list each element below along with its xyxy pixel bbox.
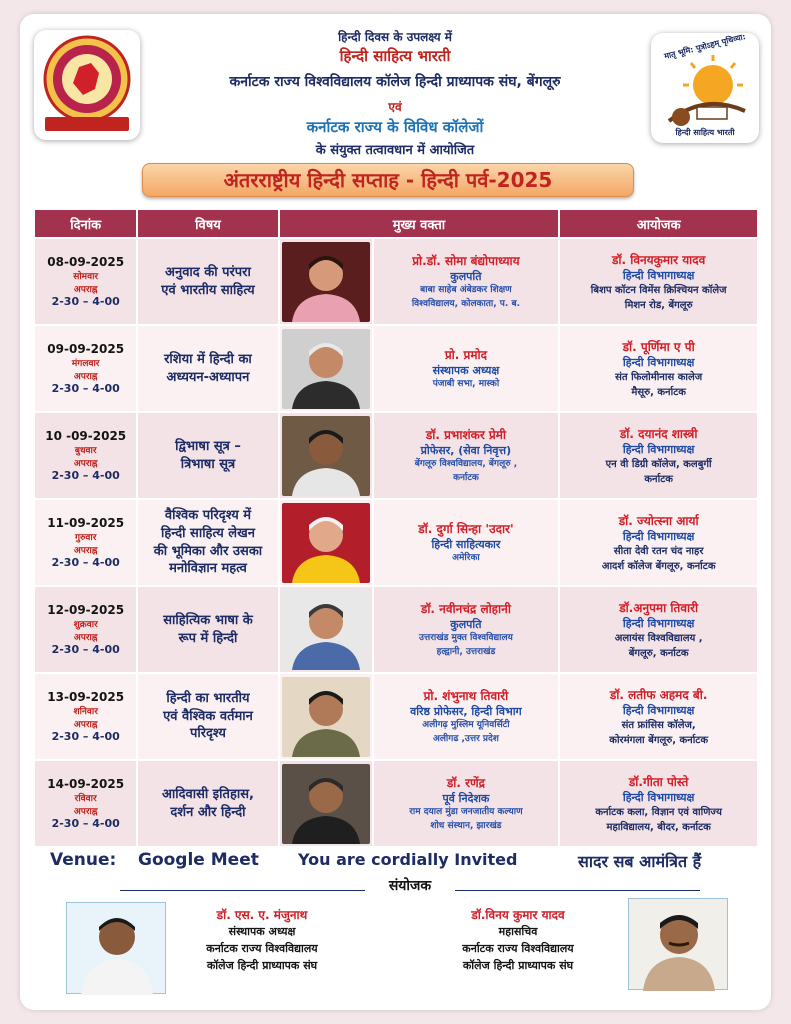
speaker-affiliation: हल्द्वानी, उत्तराखंड [436, 646, 496, 657]
organizer-institution: आदर्श कॉलेज बेंगलूरु, कर्नाटक [601, 560, 716, 572]
speaker-name: प्रो. शंभुनाथ तिवारी [423, 689, 509, 703]
event-time-label: अपराह्न [73, 546, 98, 556]
organizer-institution: कर्नाटक [644, 473, 673, 485]
convener-right-name: डॉ.विनय कुमार यादव [471, 908, 565, 922]
event-date: 10 -09-2025 [45, 429, 127, 443]
convener-right-photo [628, 898, 728, 990]
speaker-name: प्रो.डॉ. सोमा बंद्योपाध्याय [412, 254, 520, 268]
speaker-photo [282, 329, 370, 409]
organizer-cell [560, 239, 757, 324]
speaker-cell [374, 239, 559, 324]
speaker-photo-cell [280, 761, 372, 846]
organizer-name: डॉ. ज्योत्स्ना आर्या [618, 513, 699, 528]
speaker-name: डॉ. नवीनचंद्र लोहानी [420, 602, 511, 616]
speaker-designation: कुलपति [450, 270, 482, 283]
convener-left-block [168, 906, 356, 974]
convener-left-photo [66, 902, 166, 994]
event-day: बुधवार [74, 446, 97, 456]
convener-label: संयोजक [388, 878, 432, 894]
organizer-designation: हिन्दी विभागाध्यक्ष [622, 268, 695, 282]
logo-motto: मातृ भूमि: पुत्रोऽहम् पृथिव्या: [663, 32, 747, 61]
speaker-affiliation: बाबा साहेब अंबेडकर शिक्षण [420, 285, 512, 295]
schedule-table [33, 208, 759, 848]
event-time: 2-30 – 4-00 [51, 469, 120, 482]
topic-line: रशिया में हिन्दी का [164, 351, 252, 367]
speaker-designation: प्रोफेसर, (सेवा निवृत्त) [420, 444, 512, 457]
topic-line: एवं भारतीय साहित्य [161, 282, 255, 298]
date-cell [35, 500, 136, 585]
organizer-cell [560, 674, 757, 759]
organizer-institution: अलायंस विश्वविद्यालय , [614, 632, 703, 644]
organizer-name: डॉ. विनयकुमार यादव [611, 252, 706, 267]
event-time-label: अपराह्न [73, 372, 98, 382]
topic-line: की भूमिका और उसका [153, 543, 263, 559]
event-time: 2-30 – 4-00 [51, 382, 120, 395]
col-header-organizer: आयोजक [560, 210, 757, 237]
speaker-name: डॉ. रणेंद्र [446, 776, 486, 790]
event-time-label: अपराह्न [73, 720, 98, 730]
convener-divider [120, 876, 700, 896]
organizer-designation: हिन्दी विभागाध्यक्ष [622, 529, 695, 543]
speaker-photo [282, 242, 370, 322]
speaker-affiliation: कर्नाटक [453, 472, 479, 483]
speaker-designation: कुलपति [450, 618, 482, 631]
organizer-cell [560, 587, 757, 672]
speaker-name: डॉ. दुर्गा सिन्हा 'उदार' [418, 521, 514, 536]
speaker-cell [374, 674, 559, 759]
speaker-photo [282, 764, 370, 844]
organizer-name: डॉ.अनुपमा तिवारी [619, 600, 699, 615]
speaker-photo [282, 590, 370, 670]
speaker-photo-cell [280, 587, 372, 672]
organizer-name: डॉ. दयानंद शास्त्री [619, 426, 698, 441]
event-time: 2-30 – 4-00 [51, 730, 120, 743]
speaker-photo-cell [280, 326, 372, 411]
speaker-designation: संस्थापक अध्यक्ष [432, 363, 500, 377]
organizer-institution: महाविद्यालय, बीदर, कर्नाटक [606, 821, 711, 833]
date-cell [35, 761, 136, 846]
organizer-name: डॉ. लतीफ अहमद बी. [609, 687, 708, 702]
date-cell [35, 239, 136, 324]
col-header-topic: विषय [138, 210, 277, 237]
organizer-cell [560, 413, 757, 498]
organizer-designation: हिन्दी विभागाध्यक्ष [622, 616, 695, 630]
organizer-name: डॉ. पूर्णिमा ए पी [622, 339, 695, 354]
right-sahitya-bharti-logo [651, 33, 759, 143]
header-colleges: कर्नाटक राज्य के विविध कॉलेजों [306, 118, 484, 136]
event-date: 14-09-2025 [47, 777, 125, 791]
speaker-name: प्रो. प्रमोद [444, 347, 488, 362]
topic-line: अध्ययन-अध्यापन [166, 369, 250, 385]
speaker-affiliation: अलीगढ ,उत्तर प्रदेश [432, 733, 499, 744]
speaker-affiliation: उत्तराखंड मुक्त विश्वविद्यालय [419, 633, 513, 643]
organizer-institution: बेंगलूरु, कर्नाटक [628, 647, 689, 659]
organizer-institution: एन वी डिग्री कॉलेज, कलबुर्गी [605, 458, 712, 470]
organizer-designation: हिन्दी विभागाध्यक्ष [622, 703, 695, 717]
logo-caption: हिन्दी साहित्य भारती [675, 128, 735, 137]
topic-cell [138, 500, 277, 585]
event-title-banner: अंतरराष्ट्रीय हिन्दी सप्ताह - हिन्दी पर्व-2025 [142, 163, 634, 197]
speaker-photo-cell [280, 239, 372, 324]
topic-line: परिदृश्य [189, 726, 226, 742]
header-jointly: के संयुक्त तत्वावधान में आयोजित [315, 143, 475, 158]
event-time: 2-30 – 4-00 [51, 643, 120, 656]
topic-cell [138, 413, 277, 498]
event-day: गुरुवार [74, 533, 97, 543]
topic-cell [138, 239, 277, 324]
topic-line: साहित्यिक भाषा के [163, 612, 253, 628]
organizer-cell [560, 326, 757, 411]
speaker-photo-cell [280, 500, 372, 585]
event-time-label: अपराह्न [73, 285, 98, 295]
topic-line: अनुवाद की परंपरा [165, 264, 251, 280]
topic-line: त्रिभाषा सूत्र [180, 456, 236, 472]
topic-cell [138, 587, 277, 672]
organizer-institution: कोरमंगला बेंगलूरु, कर्नाटक [609, 734, 709, 746]
organizer-name: डॉ.गीता पोस्ते [628, 774, 689, 789]
speaker-affiliation: विश्वविद्यालय, कोलकाता, प. ब. [411, 298, 521, 309]
topic-line: रूप में हिन्दी [178, 630, 238, 646]
event-day: सोमवार [73, 272, 99, 282]
date-cell [35, 587, 136, 672]
convener-right-block [420, 906, 616, 974]
organizer-institution: मैसूरु, कर्नाटक [631, 386, 686, 398]
organizer-designation: हिन्दी विभागाध्यक्ष [622, 442, 695, 456]
event-time: 2-30 – 4-00 [51, 817, 120, 830]
convener-right-org1: कर्नाटक राज्य विश्वविद्यालय [462, 942, 574, 956]
header-and: एवं [388, 100, 402, 114]
speaker-photo-cell [280, 674, 372, 759]
speaker-affiliation: अलीगढ़ मुस्लिम यूनिवर्सिटी [422, 720, 510, 730]
event-day: रविवार [74, 794, 97, 804]
event-date: 09-09-2025 [47, 342, 125, 356]
table-row [35, 674, 757, 759]
organizer-institution: संत फ्रांसिस कॉलेज, [621, 719, 696, 731]
convener-right-title: महासचिव [498, 925, 538, 938]
topic-cell [138, 761, 277, 846]
convener-left-title: संस्थापक अध्यक्ष [228, 925, 296, 938]
convener-right-org2: कॉलेज हिन्दी प्राध्यापक संघ [462, 959, 574, 973]
organizer-cell [560, 500, 757, 585]
table-row [35, 239, 757, 324]
venue-value: Google Meet [138, 850, 259, 870]
divider-line-right [455, 890, 700, 891]
event-time: 2-30 – 4-00 [51, 295, 120, 308]
convener-left-org1: कर्नाटक राज्य विश्वविद्यालय [206, 942, 318, 956]
speaker-affiliation: बेंगलूरु विश्वविद्यालय, बेंगलूरु , [414, 459, 518, 469]
speaker-photo [282, 677, 370, 757]
organizer-designation: हिन्दी विभागाध्यक्ष [622, 790, 695, 804]
header-org-karnataka: कर्नाटक राज्य विश्वविद्यालय कॉलेज हिन्दी प्राध्यापक संघ, बेंगलूरु [229, 74, 561, 90]
speaker-designation: वरिष्ठ प्रोफेसर, हिन्दी विभाग [410, 705, 522, 718]
event-time: 2-30 – 4-00 [51, 556, 120, 569]
divider-line-left [120, 890, 365, 891]
speaker-cell [374, 326, 559, 411]
speaker-affiliation: राम दयाल मुंडा जनजातीय कल्याण [409, 807, 523, 817]
col-header-date: दिनांक [35, 210, 136, 237]
speaker-designation: पूर्व निदेशक [442, 792, 490, 805]
table-row [35, 413, 757, 498]
invite-hindi: सादर सब आमंत्रित हैं [578, 852, 702, 871]
table-row [35, 761, 757, 846]
speaker-name: डॉ. प्रभाशंकर प्रेमी [425, 428, 507, 442]
invite-english: You are cordially Invited [298, 850, 518, 869]
col-header-speaker: मुख्य वक्ता [280, 210, 559, 237]
speaker-affiliation: पंजाबी सभा, मास्को [432, 378, 500, 389]
speaker-cell [374, 761, 559, 846]
topic-line: वैश्विक परिदृश्य में [164, 508, 252, 524]
venue-label: Venue: [50, 850, 117, 870]
organizer-designation: हिन्दी विभागाध्यक्ष [622, 355, 695, 369]
event-time-label: अपराह्न [73, 459, 98, 469]
topic-line: हिन्दी साहित्य लेखन [160, 525, 255, 541]
event-date: 13-09-2025 [47, 690, 125, 704]
date-cell [35, 326, 136, 411]
organizer-institution: कर्नाटक कला, विज्ञान एवं वाणिज्य [595, 806, 722, 818]
speaker-cell [374, 500, 559, 585]
header-occasion: हिन्दी दिवस के उपलक्ष्य में [338, 30, 452, 44]
convener-left-org2: कॉलेज हिन्दी प्राध्यापक संघ [206, 959, 318, 973]
event-day: शनिवार [73, 707, 98, 717]
organizer-institution: सीता देवी रतन चंद नाहर [613, 545, 704, 557]
event-date: 11-09-2025 [47, 516, 125, 530]
speaker-designation: हिन्दी साहित्यकार [431, 537, 501, 551]
speaker-photo [282, 416, 370, 496]
convener-left-name: डॉ. एस. ए. मंजुनाथ [216, 908, 308, 922]
date-cell [35, 413, 136, 498]
table-row [35, 587, 757, 672]
event-date: 08-09-2025 [47, 255, 125, 269]
table-row [35, 326, 757, 411]
venue-row [50, 850, 750, 874]
organizer-institution: बिशप कॉटन विमेंस क्रिश्चियन कॉलेज [590, 284, 727, 296]
event-time-label: अपराह्न [73, 807, 98, 817]
organizer-institution: संत फिलोमीनास कालेज [615, 371, 703, 383]
event-day: शुक्रवार [73, 620, 98, 630]
header-org-hindi-sahitya: हिन्दी साहित्य भारती [339, 47, 451, 65]
table-row [35, 500, 757, 585]
topic-line: हिन्दी का भारतीय [166, 691, 250, 707]
left-emblem-logo [34, 30, 140, 140]
event-day: मंगलवार [71, 359, 100, 369]
emblem-icon [37, 33, 137, 137]
speaker-photo-cell [280, 413, 372, 498]
speaker-cell [374, 413, 559, 498]
topic-line: आदिवासी इतिहास, [161, 786, 254, 802]
topic-cell [138, 674, 277, 759]
event-date: 12-09-2025 [47, 603, 125, 617]
topic-line: एवं वैश्विक वर्तमान [163, 708, 253, 724]
organizer-cell [560, 761, 757, 846]
event-time-label: अपराह्न [73, 633, 98, 643]
table-header-row [35, 210, 757, 237]
speaker-affiliation: शोध संस्थान, झारखंड [430, 820, 502, 831]
topic-line: मनोविज्ञान महत्व [169, 561, 247, 577]
topic-cell [138, 326, 277, 411]
date-cell [35, 674, 136, 759]
topic-line: द्विभाषा सूत्र – [175, 438, 241, 454]
topic-line: दर्शन और हिन्दी [170, 804, 246, 820]
organizer-institution: मिशन रोड, बेंगलूरु [624, 299, 693, 311]
speaker-affiliation: अमेरिका [452, 552, 480, 563]
speaker-photo [282, 503, 370, 583]
speaker-cell [374, 587, 559, 672]
